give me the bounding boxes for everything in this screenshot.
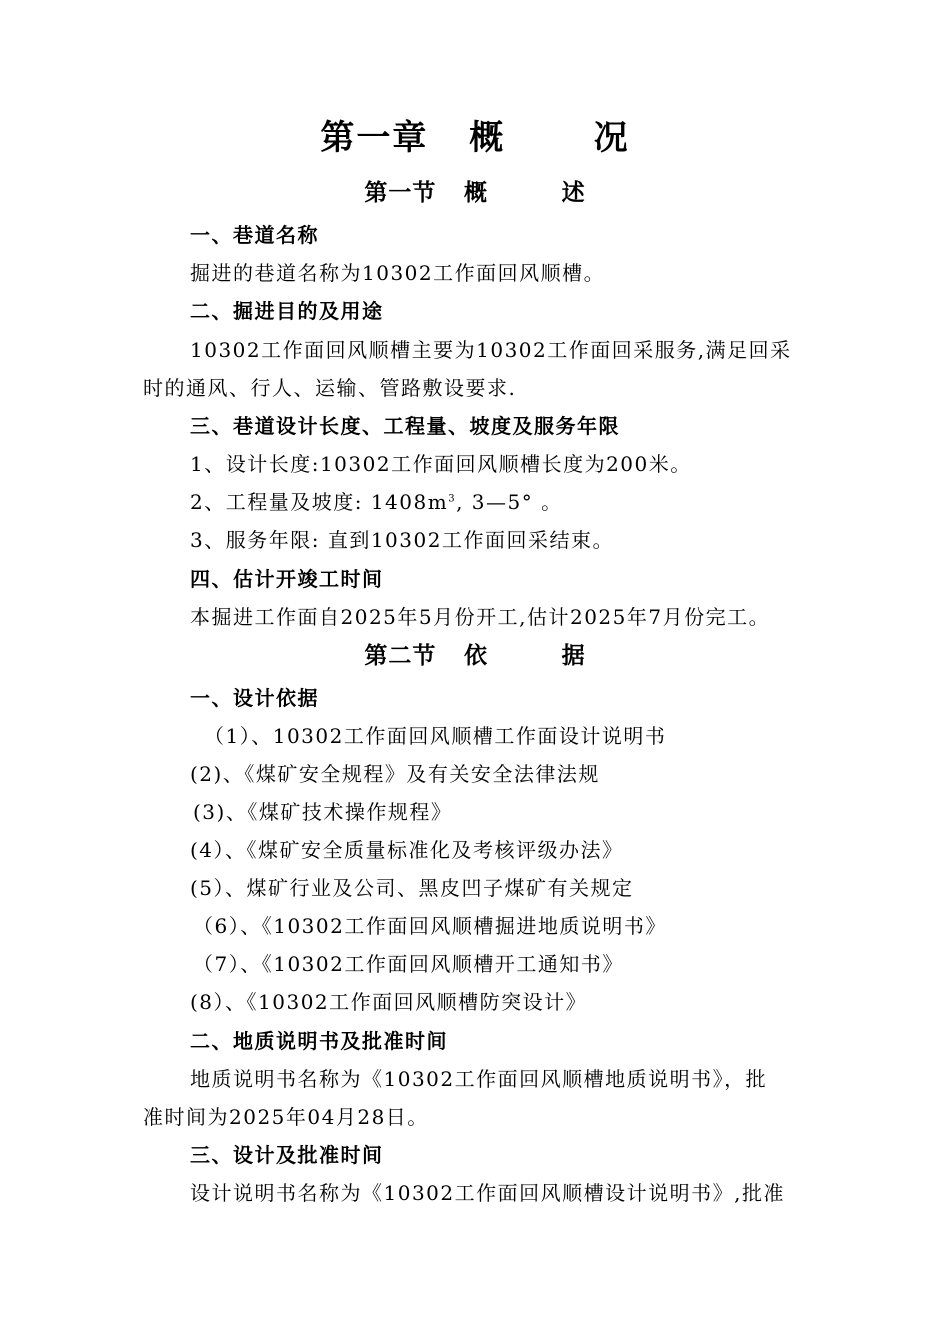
heading-start-end-time: 四、估计开竣工时间 — [190, 567, 384, 591]
chapter-word-2: 况 — [593, 118, 630, 158]
section1-word-1: 概 — [464, 180, 488, 206]
section2-title — [0, 641, 950, 671]
section1-title — [0, 178, 950, 208]
paragraph-purpose-line1: 10302工作面回风顺槽主要为10302工作面回采服务,满足回采 — [190, 338, 792, 362]
heading-purpose: 二、掘进目的及用途 — [190, 299, 384, 323]
chapter-word-1: 概 — [469, 118, 506, 158]
paragraph-start-end-time: 本掘进工作面自2025年5月份开工,估计2025年7月份完工。 — [190, 605, 771, 629]
paragraph-purpose-line2: 时的通风、行人、运输、管路敷设要求. — [143, 376, 517, 400]
paragraph-roadway-name: 掘进的巷道名称为10302工作面回风顺槽。 — [190, 261, 606, 285]
section1-prefix: 第一节 — [364, 180, 437, 206]
basis-item-4: (4）、《煤矿安全质量标准化及考核评级办法》 — [190, 838, 624, 862]
item-design-length: 1、设计长度:10302工作面回风顺槽长度为200米。 — [190, 452, 692, 476]
heading-roadway-name: 一、巷道名称 — [190, 223, 319, 247]
item-service-life: 3、服务年限: 直到10302工作面回采结束。 — [190, 528, 614, 552]
chapter-title — [0, 116, 950, 160]
basis-item-1: （1）、10302工作面回风顺槽工作面设计说明书 — [204, 724, 667, 748]
section2-prefix: 第二节 — [364, 643, 437, 669]
heading-design-basis: 一、设计依据 — [190, 686, 319, 710]
paragraph-design-line1: 设计说明书名称为《10302工作面回风顺槽设计说明书》,批准 — [190, 1181, 785, 1205]
heading-design-approval: 三、设计及批准时间 — [190, 1143, 384, 1167]
quantity-text: 2、工程量及坡度: 1408m — [190, 490, 449, 514]
section2-word-2: 据 — [561, 643, 586, 669]
heading-geology-approval: 二、地质说明书及批准时间 — [190, 1029, 448, 1053]
heading-design-length: 三、巷道设计长度、工程量、坡度及服务年限 — [190, 414, 620, 438]
section2-word-1: 依 — [464, 643, 488, 669]
slope-text: , 3—5° 。 — [456, 490, 563, 514]
paragraph-geology-line1: 地质说明书名称为《10302工作面回风顺槽地质说明书》，批 — [190, 1067, 768, 1091]
basis-item-2: (2)、《煤矿安全规程》及有关安全法律法规 — [190, 762, 600, 786]
basis-item-5: (5）、煤矿行业及公司、黑皮凹子煤矿有关规定 — [190, 876, 634, 900]
paragraph-geology-line2: 准时间为2025年04月28日。 — [143, 1105, 429, 1129]
basis-item-7: （7）、《10302工作面回风顺槽开工通知书》 — [193, 952, 624, 976]
quantity-superscript: 3 — [448, 493, 457, 505]
section1-word-2: 述 — [561, 180, 586, 206]
chapter-prefix: 第一章 — [320, 118, 429, 158]
item-quantity-slope — [190, 489, 563, 515]
basis-item-8: (8）、《10302工作面回风顺槽防突设计》 — [190, 990, 588, 1014]
basis-item-3: (3)、《煤矿技术操作规程》 — [193, 800, 453, 824]
basis-item-6: （6）、《10302工作面回风顺槽掘进地质说明书》 — [193, 914, 667, 938]
